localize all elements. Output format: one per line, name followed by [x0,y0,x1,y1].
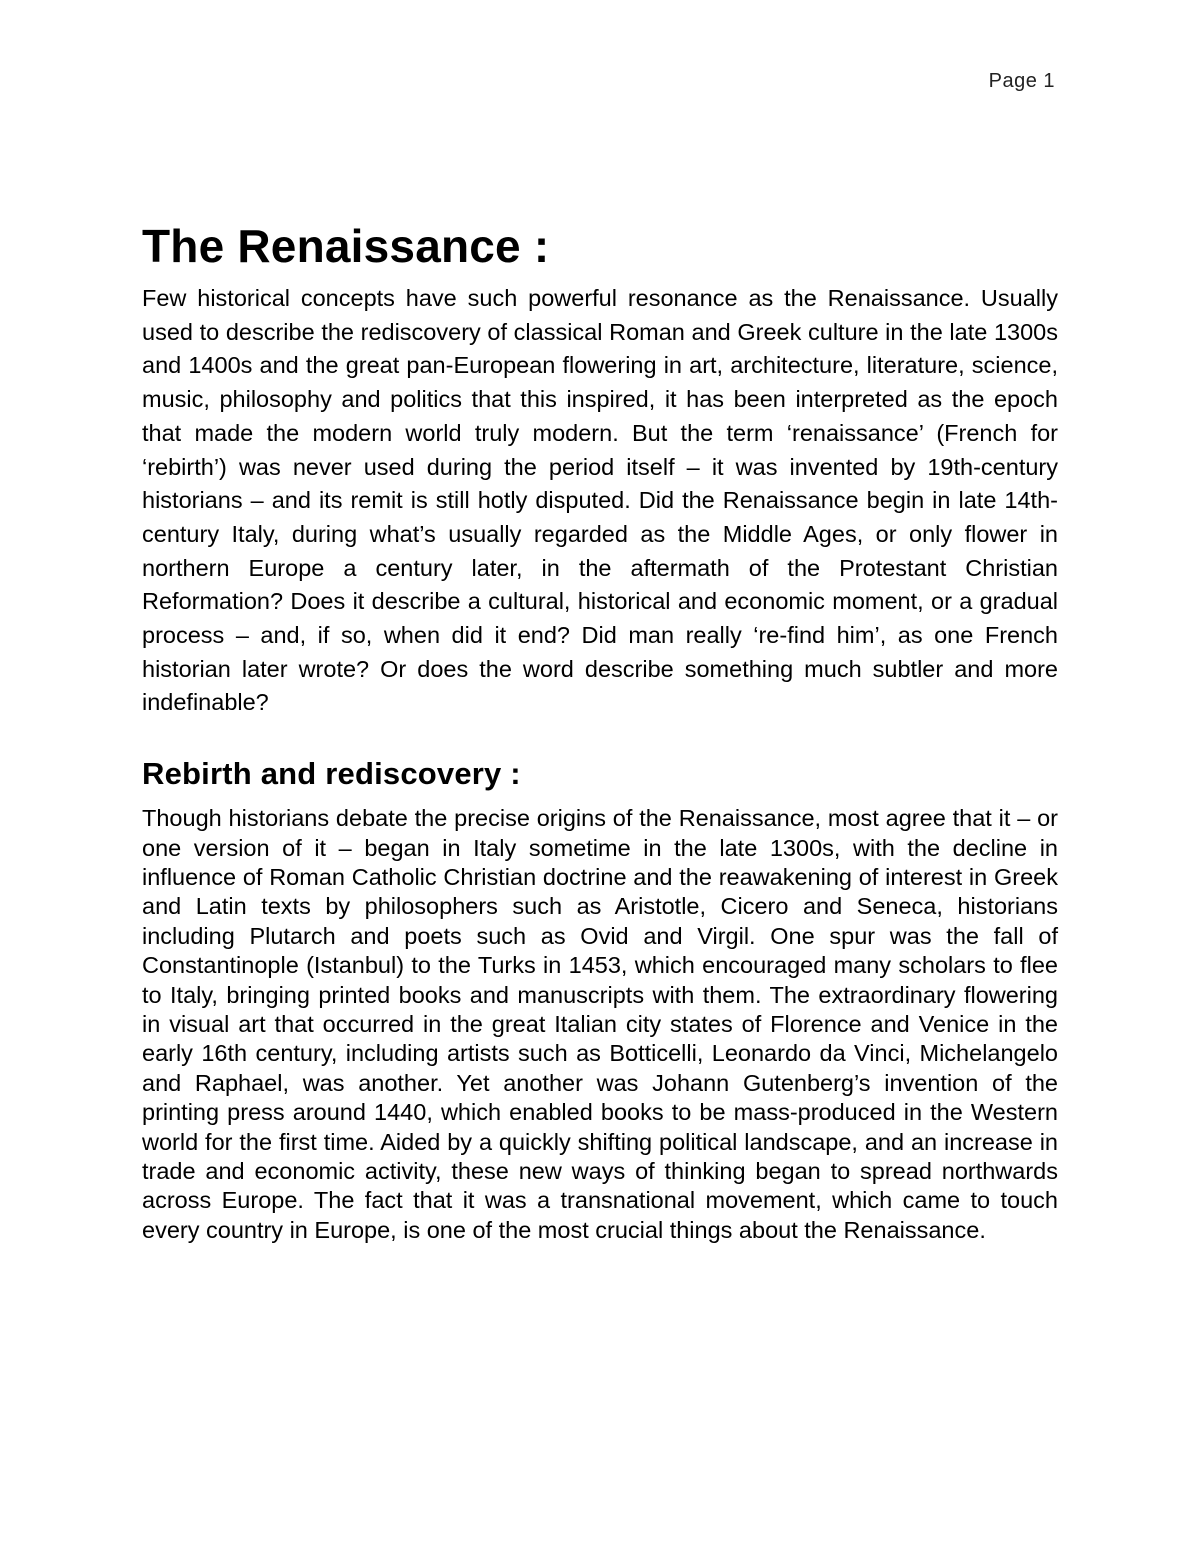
document-title: The Renaissance : [142,220,550,272]
section-paragraph: Though historians debate the precise origins of the Renaissance, most agree that it – or one version of it – began in Italy sometime in the late 1300s, with the decline in influence of Roman Catholic Christian doctrine and the reawakening of interest in Greek and Latin texts by philosophers such as Aristotle, Cicero and Seneca, historians including Plutarch and poets such as Ovid and Virgil. One spur was the fall of Constantinople (Istanbul) to the Turks in 1453, which encouraged many scholars to flee to Italy, bringing printed books and manuscripts with them. The extraordinary flowering in visual art that occurred in the great Italian city states of Florence and Venice in the early 16th century, including artists such as Botticelli, Leonardo da Vinci, Michelangelo and Raphael, was another. Yet another was Johann Gutenberg’s invention of the printing press around 1440, which enabled books to be mass-produced in the Western world for the first time. Aided by a quickly shifting political landscape, and an increase in trade and economic activity, these new ways of thinking began to spread northwards across Europe. The fact that it was a transnational movement, which came to touch every country in Europe, is one of the most crucial things about the Renaissance. [142,805,1058,1243]
section-heading: Rebirth and rediscovery : [142,756,521,792]
intro-paragraph: Few historical concepts have such powerful resonance as the Renaissance. Usually used to describe the rediscovery of classical Roman and Greek culture in the late 1300s and 1400s and the great pan-European flowering in art, architecture, literature, science, music, philosophy and politics that this inspired, it has been interpreted as the epoch that made the modern world truly modern. But the term ‘renaissance’ (French for ‘rebirth’) was never used during the period itself – it was invented by 19th-century historians – and its remit is still hotly disputed. Did the Renaissance begin in late 14th-century Italy, during what’s usually regarded as the Middle Ages, or only flower in northern Europe a century later, in the aftermath of the Protestant Christian Reformation? Does it describe a cultural, historical and economic moment, or a gradual process – and, if so, when did it end? Did man really ‘re-find him’, as one French historian later wrote? Or does the word describe something much subtler and more indefinable? [142,285,1058,716]
page-number: Page 1 [988,70,1055,92]
document-body [142,218,1058,1245]
